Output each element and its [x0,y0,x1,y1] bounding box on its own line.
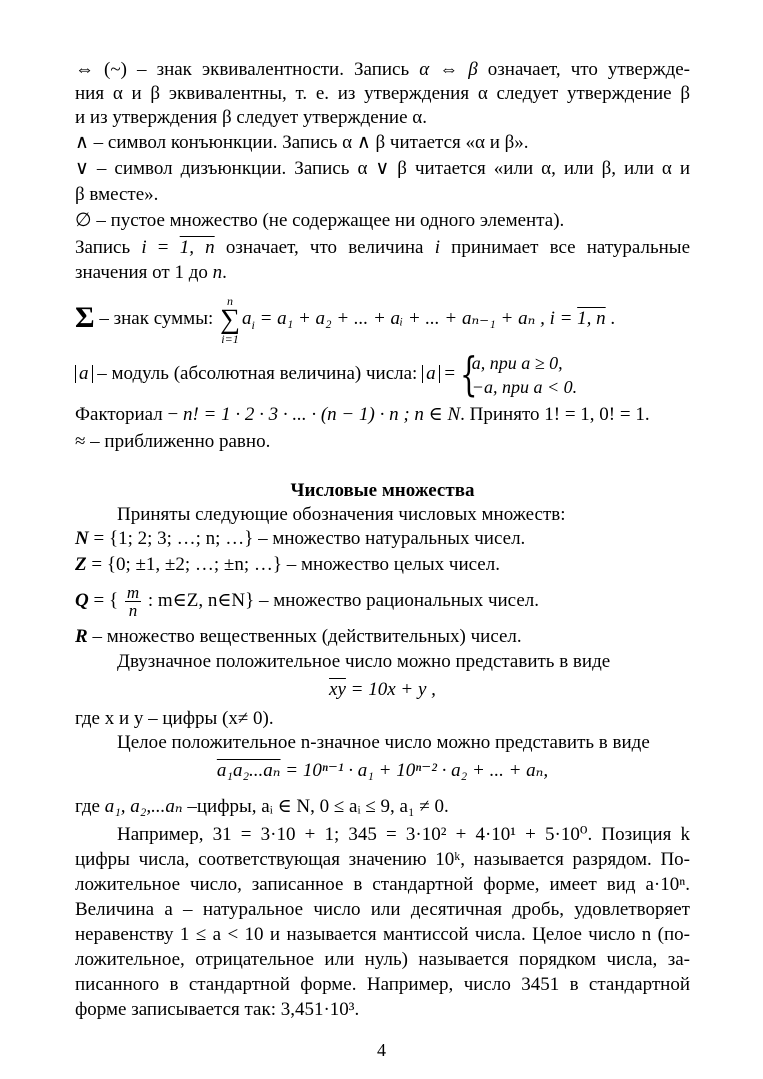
approx-line: ≈ – приближенно равно. [75,431,271,452]
factorial-line: Факториал − n! = 1 · 2 · 3 · ... · (n − 1) · n ; n ∈ N. Принято 1! = 1, 0! = 1. [75,404,650,425]
paragraph-line-6: ложительное, отрицательное или нуль) называется порядком числа, за- [75,949,690,970]
sum-expansion: = a₁ + a₂ + ... + aᵢ + ... + aₙ₋₁ + aₙ , i = [254,308,578,329]
equiv-line-1: ⇔ (~) – знак эквивалентности. Запись α ⇔ β означает, что утвержде- [75,59,691,80]
sum-operator: n ∑ i=1 [220,293,240,346]
equiv-line-2: ния α и β эквивалентны, т. е. из утверждения α следует утверждение β [75,83,690,104]
range-line-1: Запись i = 1, n означает, что величина i принимает все натуральные [75,237,691,258]
equiv-expression: α ⇔ β [419,59,478,80]
disjunction-symbol: ∨ [75,158,89,179]
abs-cases: { a, при a ≥ 0, −a, при a < 0. [459,346,578,401]
disjunction-line-2: β вместе». [75,184,159,205]
paragraph-line-5: неравенству 1 ≤ a < 10 и называется мантиссой числа. Целое число n (по- [75,924,690,945]
sets-intro: Приняты следующие обозначения числовых множеств: [117,504,566,525]
empty-set-symbol: ∅ [75,210,92,231]
n-digit-where: где a₁, a₂,...aₙ –цифры, aᵢ ∈ N, 0 ≤ aᵢ ≤ 9, a₁ ≠ 0. [75,796,449,817]
two-digit-intro: Двузначное положительное число можно представить в виде [117,651,611,672]
equiv-symbol: ⇔ (~) [75,59,127,80]
two-digit-formula: $\overline{xy} = 10x + y$ , [329,679,436,700]
set-Z-line: Z = {0; ±1, ±2; …; ±n; …} – множество целых чисел. [75,554,500,575]
conjunction-symbol: ∧ [75,132,89,153]
paragraph-line-4: Величина a – натуральное число или десятичная дробь, удовлетворяет [75,899,690,920]
set-N-line: N = {1; 2; 3; …; n; …} – множество натуральных чисел. [75,528,526,549]
abs-line: a – модуль (абсолютная величина) числа: a = { a, при a ≥ 0, −a, при a < 0. [75,348,690,400]
factorial-expression: n! = 1 · 2 · 3 · ... · (n − 1) · n ; n ∈ N [182,404,461,425]
paragraph-line-2: цифры числа, соответствующая значению 10ᵏ, называется разрядом. По- [75,849,690,870]
range-line-2: значения от 1 до n. [75,262,227,283]
two-digit-where: где x и y – цифры (x≠ 0). [75,708,274,729]
empty-set-line: ∅ – пустое множество (не содержащее ни одного элемента). [75,210,565,231]
paragraph-line-3: ложительное число, записанное в стандартной форме, имеет вид a·10ⁿ. [75,874,690,895]
sum-symbol: Σ [75,301,95,334]
sum-line: Σ – знак суммы: n ∑ i=1 $a_i = a_1 + a_2$ + ... + aᵢ + ... + aₙ₋₁ + aₙ , i = 1, n . [75,293,616,346]
equiv-line-3: и из утверждения β следует утверждение α. [75,107,427,128]
abs-expression: a [422,365,440,383]
q-fraction: $\frac{m}{n}$ [126,583,140,621]
disjunction-line-1: ∨ – символ дизъюнкции. Запись α ∨ β читается «или α, или β, или α и [75,158,690,179]
section-heading: Числовые множества [290,480,475,501]
set-R-line: R – множество вещественных (действительных) чисел. [75,626,522,647]
page-number: 4 [377,1040,386,1060]
n-digit-formula: a₁a₂...aₙ = 10ⁿ⁻¹ · a₁ + 10ⁿ⁻² · a₂ + ... + aₙ, [216,760,549,781]
set-Q-line: Q = { $\frac{m}{n}$ : m∈Z, n∈N} – множество рациональных чисел. [75,583,539,621]
conjunction-line: ∧ – символ конъюнкции. Запись α ∧ β читается «α и β». [75,132,529,153]
paragraph-line-7: писанного в стандартной форме. Например, число 3451 в стандартной [75,974,690,995]
n-digit-intro: Целое положительное n-значное число можно представить в виде [117,732,650,753]
paragraph-line-8: форме записывается так: 3,451·10³. [75,999,360,1020]
conjunction-expression: α ∧ β [342,132,386,153]
disjunction-expression: α ∨ β [357,158,407,179]
paragraph-line-1: Например, 31 = 3·10 + 1; 345 = 3·10² + 4·10¹ + 5·10⁰. Позиция k [117,824,690,845]
range-expression: 1, n [179,237,215,258]
